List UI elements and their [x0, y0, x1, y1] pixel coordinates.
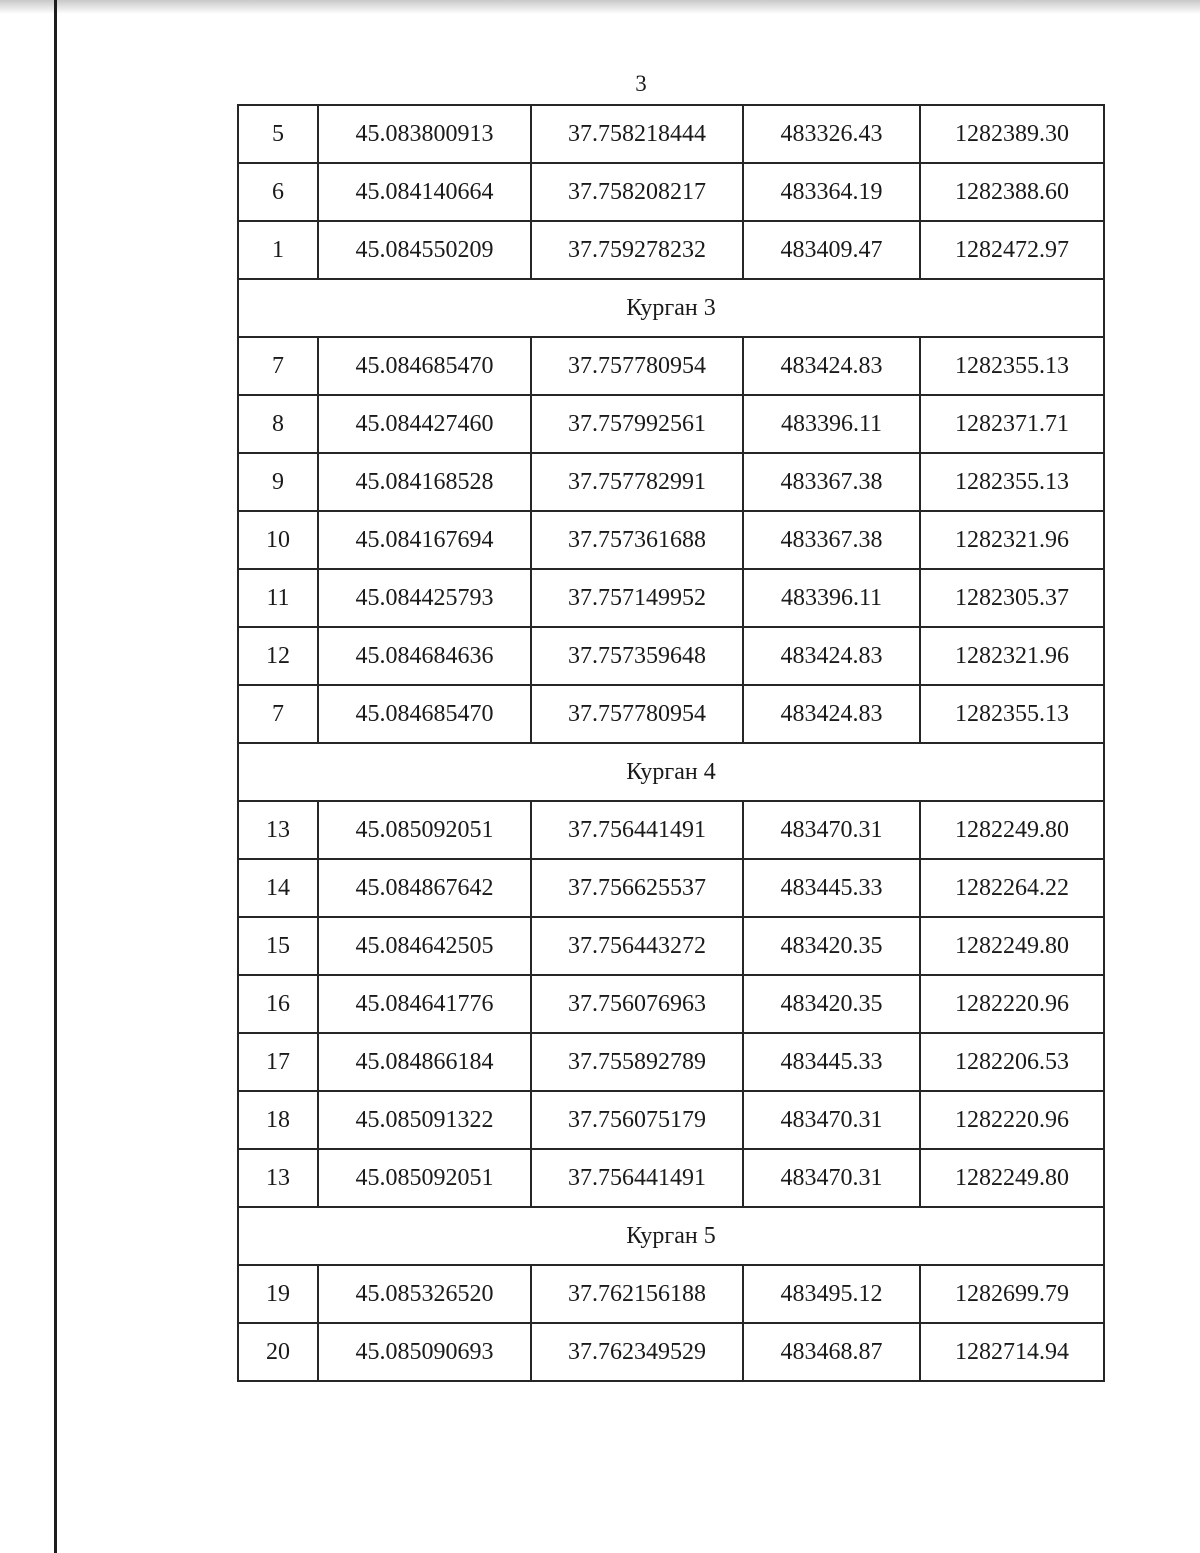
point-number-cell: 15	[238, 917, 318, 975]
latitude-cell: 45.084685470	[318, 685, 531, 743]
latitude-cell: 45.084167694	[318, 511, 531, 569]
point-number-cell: 11	[238, 569, 318, 627]
scan-top-edge	[0, 0, 1200, 14]
latitude-cell: 45.084867642	[318, 859, 531, 917]
x-coordinate-cell: 483364.19	[743, 163, 920, 221]
longitude-cell: 37.756441491	[531, 1149, 743, 1207]
x-coordinate-cell: 483470.31	[743, 1149, 920, 1207]
longitude-cell: 37.757361688	[531, 511, 743, 569]
section-title: Курган 5	[238, 1207, 1104, 1265]
latitude-cell: 45.085326520	[318, 1265, 531, 1323]
page-number: 3	[635, 71, 647, 96]
point-number-cell: 20	[238, 1323, 318, 1381]
section-header-row	[238, 743, 1104, 801]
longitude-cell: 37.758208217	[531, 163, 743, 221]
table-row	[238, 569, 1104, 627]
longitude-cell: 37.757780954	[531, 337, 743, 395]
table-row	[238, 337, 1104, 395]
x-coordinate-cell: 483409.47	[743, 221, 920, 279]
section-title: Курган 4	[238, 743, 1104, 801]
point-number-cell: 7	[238, 337, 318, 395]
x-coordinate-cell: 483396.11	[743, 569, 920, 627]
latitude-cell: 45.084685470	[318, 337, 531, 395]
point-number-cell: 7	[238, 685, 318, 743]
table-row	[238, 917, 1104, 975]
longitude-cell: 37.762156188	[531, 1265, 743, 1323]
section-header-row	[238, 279, 1104, 337]
table-row	[238, 395, 1104, 453]
table-row	[238, 1265, 1104, 1323]
latitude-cell: 45.085092051	[318, 1149, 531, 1207]
point-number-cell: 18	[238, 1091, 318, 1149]
longitude-cell: 37.758218444	[531, 105, 743, 163]
latitude-cell: 45.084866184	[318, 1033, 531, 1091]
point-number-cell: 5	[238, 105, 318, 163]
latitude-cell: 45.083800913	[318, 105, 531, 163]
latitude-cell: 45.084642505	[318, 917, 531, 975]
y-coordinate-cell: 1282355.13	[920, 453, 1104, 511]
y-coordinate-cell: 1282355.13	[920, 337, 1104, 395]
x-coordinate-cell: 483420.35	[743, 917, 920, 975]
longitude-cell: 37.756076963	[531, 975, 743, 1033]
table-row	[238, 163, 1104, 221]
point-number-cell: 13	[238, 1149, 318, 1207]
point-number-cell: 12	[238, 627, 318, 685]
x-coordinate-cell: 483424.83	[743, 685, 920, 743]
longitude-cell: 37.757149952	[531, 569, 743, 627]
y-coordinate-cell: 1282714.94	[920, 1323, 1104, 1381]
coordinates-table-body	[238, 105, 1104, 1381]
longitude-cell: 37.756075179	[531, 1091, 743, 1149]
x-coordinate-cell: 483445.33	[743, 859, 920, 917]
y-coordinate-cell: 1282321.96	[920, 511, 1104, 569]
point-number-cell: 10	[238, 511, 318, 569]
point-number-cell: 17	[238, 1033, 318, 1091]
longitude-cell: 37.759278232	[531, 221, 743, 279]
point-number-cell: 19	[238, 1265, 318, 1323]
latitude-cell: 45.084641776	[318, 975, 531, 1033]
x-coordinate-cell: 483420.35	[743, 975, 920, 1033]
y-coordinate-cell: 1282249.80	[920, 1149, 1104, 1207]
longitude-cell: 37.757992561	[531, 395, 743, 453]
x-coordinate-cell: 483326.43	[743, 105, 920, 163]
y-coordinate-cell: 1282355.13	[920, 685, 1104, 743]
point-number-cell: 16	[238, 975, 318, 1033]
point-number-cell: 14	[238, 859, 318, 917]
x-coordinate-cell: 483367.38	[743, 511, 920, 569]
latitude-cell: 45.084550209	[318, 221, 531, 279]
coordinates-table	[237, 104, 1105, 1382]
table-row	[238, 1033, 1104, 1091]
latitude-cell: 45.084684636	[318, 627, 531, 685]
longitude-cell: 37.756441491	[531, 801, 743, 859]
x-coordinate-cell: 483445.33	[743, 1033, 920, 1091]
table-row	[238, 685, 1104, 743]
y-coordinate-cell: 1282472.97	[920, 221, 1104, 279]
longitude-cell: 37.756625537	[531, 859, 743, 917]
table-row	[238, 1091, 1104, 1149]
y-coordinate-cell: 1282305.37	[920, 569, 1104, 627]
y-coordinate-cell: 1282389.30	[920, 105, 1104, 163]
longitude-cell: 37.762349529	[531, 1323, 743, 1381]
table-row	[238, 221, 1104, 279]
table-row	[238, 1149, 1104, 1207]
section-header-row	[238, 1207, 1104, 1265]
table-row	[238, 627, 1104, 685]
y-coordinate-cell: 1282264.22	[920, 859, 1104, 917]
point-number-cell: 13	[238, 801, 318, 859]
table-row	[238, 801, 1104, 859]
latitude-cell: 45.084168528	[318, 453, 531, 511]
latitude-cell: 45.085090693	[318, 1323, 531, 1381]
latitude-cell: 45.085091322	[318, 1091, 531, 1149]
latitude-cell: 45.084140664	[318, 163, 531, 221]
y-coordinate-cell: 1282371.71	[920, 395, 1104, 453]
y-coordinate-cell: 1282206.53	[920, 1033, 1104, 1091]
table-row	[238, 975, 1104, 1033]
table-row	[238, 453, 1104, 511]
x-coordinate-cell: 483470.31	[743, 1091, 920, 1149]
table-row	[238, 859, 1104, 917]
y-coordinate-cell: 1282388.60	[920, 163, 1104, 221]
x-coordinate-cell: 483468.87	[743, 1323, 920, 1381]
y-coordinate-cell: 1282220.96	[920, 1091, 1104, 1149]
longitude-cell: 37.757782991	[531, 453, 743, 511]
longitude-cell: 37.757359648	[531, 627, 743, 685]
table-row	[238, 511, 1104, 569]
x-coordinate-cell: 483424.83	[743, 627, 920, 685]
y-coordinate-cell: 1282321.96	[920, 627, 1104, 685]
x-coordinate-cell: 483396.11	[743, 395, 920, 453]
x-coordinate-cell: 483367.38	[743, 453, 920, 511]
x-coordinate-cell: 483470.31	[743, 801, 920, 859]
longitude-cell: 37.755892789	[531, 1033, 743, 1091]
scan-left-edge	[54, 0, 57, 1553]
y-coordinate-cell: 1282249.80	[920, 917, 1104, 975]
longitude-cell: 37.757780954	[531, 685, 743, 743]
y-coordinate-cell: 1282249.80	[920, 801, 1104, 859]
point-number-cell: 6	[238, 163, 318, 221]
y-coordinate-cell: 1282699.79	[920, 1265, 1104, 1323]
latitude-cell: 45.085092051	[318, 801, 531, 859]
table-row	[238, 105, 1104, 163]
point-number-cell: 1	[238, 221, 318, 279]
latitude-cell: 45.084427460	[318, 395, 531, 453]
longitude-cell: 37.756443272	[531, 917, 743, 975]
y-coordinate-cell: 1282220.96	[920, 975, 1104, 1033]
table-row	[238, 1323, 1104, 1381]
point-number-cell: 9	[238, 453, 318, 511]
x-coordinate-cell: 483424.83	[743, 337, 920, 395]
latitude-cell: 45.084425793	[318, 569, 531, 627]
x-coordinate-cell: 483495.12	[743, 1265, 920, 1323]
point-number-cell: 8	[238, 395, 318, 453]
section-title: Курган 3	[238, 279, 1104, 337]
